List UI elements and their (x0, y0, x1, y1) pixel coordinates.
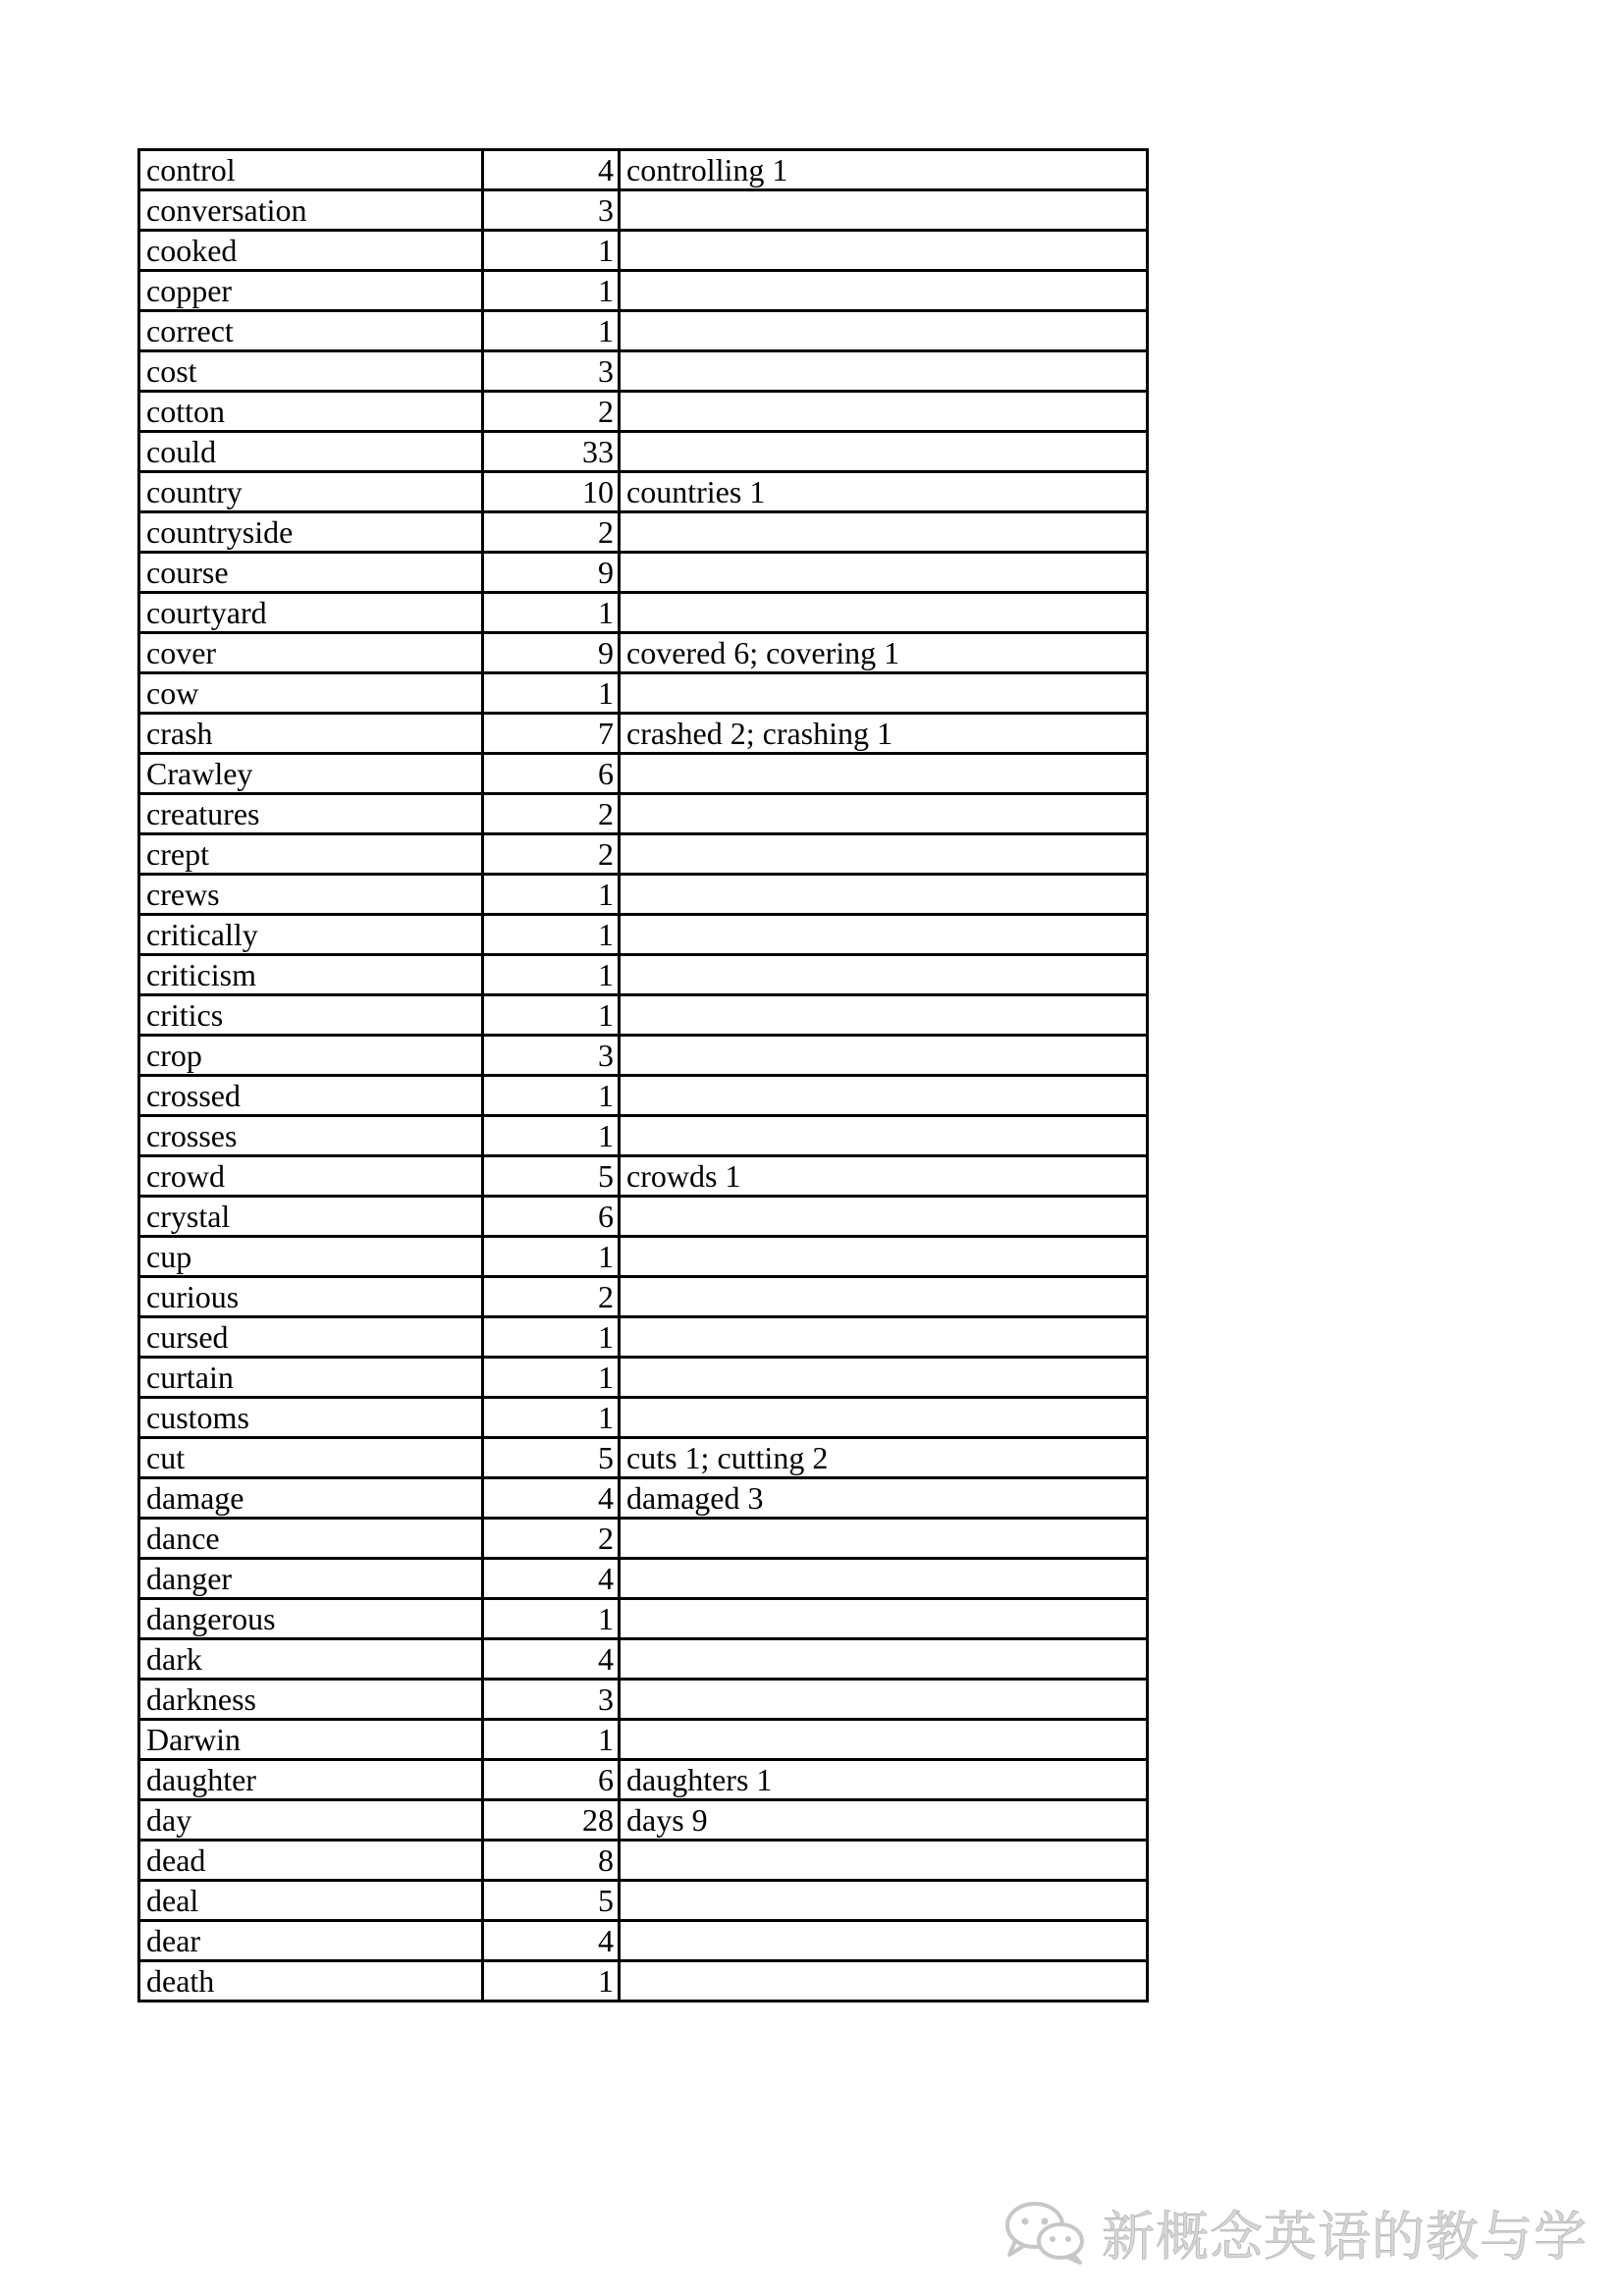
table-row (139, 351, 1148, 392)
table-body (139, 150, 1148, 2002)
count-cell: 6 (483, 754, 620, 794)
forms-cell (620, 1237, 1148, 1277)
count-cell: 2 (483, 392, 620, 432)
word-cell: courtyard (139, 593, 483, 633)
forms-cell (620, 1036, 1148, 1076)
count-cell: 4 (483, 1639, 620, 1680)
count-cell: 3 (483, 1680, 620, 1720)
count-cell: 1 (483, 271, 620, 311)
forms-cell (620, 1599, 1148, 1639)
word-cell: country (139, 472, 483, 512)
word-cell: crosses (139, 1116, 483, 1156)
count-cell: 2 (483, 1519, 620, 1559)
forms-cell (620, 1398, 1148, 1438)
count-cell: 1 (483, 1076, 620, 1116)
table-row (139, 190, 1148, 231)
forms-cell (620, 1559, 1148, 1599)
forms-cell (620, 553, 1148, 593)
table-row (139, 553, 1148, 593)
word-cell: dark (139, 1639, 483, 1680)
count-cell: 1 (483, 1116, 620, 1156)
table-row (139, 754, 1148, 794)
forms-cell (620, 955, 1148, 995)
word-cell: damage (139, 1478, 483, 1519)
word-cell: course (139, 553, 483, 593)
count-cell: 1 (483, 1720, 620, 1760)
table-row (139, 1559, 1148, 1599)
table-row (139, 714, 1148, 754)
forms-cell (620, 673, 1148, 714)
word-cell: crowd (139, 1156, 483, 1197)
table-row (139, 1317, 1148, 1358)
watermark-text: 新概念英语的教与学 (1102, 2205, 1588, 2268)
table-row (139, 834, 1148, 875)
word-cell: critics (139, 995, 483, 1036)
count-cell: 1 (483, 995, 620, 1036)
table-row (139, 512, 1148, 553)
count-cell: 1 (483, 231, 620, 271)
count-cell: 3 (483, 1036, 620, 1076)
forms-cell (620, 1076, 1148, 1116)
table-row (139, 432, 1148, 472)
count-cell: 8 (483, 1841, 620, 1881)
count-cell: 3 (483, 190, 620, 231)
count-cell: 33 (483, 432, 620, 472)
word-cell: curtain (139, 1358, 483, 1398)
count-cell: 5 (483, 1156, 620, 1197)
word-cell: cursed (139, 1317, 483, 1358)
word-cell: crept (139, 834, 483, 875)
forms-cell: crashed 2; crashing 1 (620, 714, 1148, 754)
word-cell: critically (139, 915, 483, 955)
count-cell: 5 (483, 1438, 620, 1478)
table-row (139, 915, 1148, 955)
word-cell: control (139, 150, 483, 190)
forms-cell (620, 995, 1148, 1036)
table-row (139, 1358, 1148, 1398)
forms-cell (620, 1720, 1148, 1760)
table-row (139, 1599, 1148, 1639)
forms-cell (620, 190, 1148, 231)
table-row (139, 1680, 1148, 1720)
word-cell: darkness (139, 1680, 483, 1720)
table-row (139, 1036, 1148, 1076)
word-cell: criticism (139, 955, 483, 995)
forms-cell (620, 512, 1148, 553)
forms-cell (620, 794, 1148, 834)
watermark (1001, 2193, 1588, 2271)
count-cell: 1 (483, 1398, 620, 1438)
count-cell: 4 (483, 150, 620, 190)
table-row (139, 150, 1148, 190)
count-cell: 2 (483, 794, 620, 834)
word-cell: cup (139, 1237, 483, 1277)
word-cell: crash (139, 714, 483, 754)
word-cell: cooked (139, 231, 483, 271)
count-cell: 1 (483, 955, 620, 995)
table-row (139, 1720, 1148, 1760)
count-cell: 2 (483, 512, 620, 553)
count-cell: 1 (483, 1317, 620, 1358)
table-row (139, 1841, 1148, 1881)
forms-cell (620, 1961, 1148, 2002)
word-cell: Crawley (139, 754, 483, 794)
table-row (139, 673, 1148, 714)
count-cell: 9 (483, 553, 620, 593)
forms-cell: damaged 3 (620, 1478, 1148, 1519)
forms-cell (620, 1116, 1148, 1156)
count-cell: 7 (483, 714, 620, 754)
word-frequency-table (137, 148, 1149, 2002)
word-cell: correct (139, 311, 483, 351)
table-row (139, 231, 1148, 271)
count-cell: 9 (483, 633, 620, 673)
count-cell: 1 (483, 875, 620, 915)
word-cell: could (139, 432, 483, 472)
table-row (139, 1237, 1148, 1277)
forms-cell: covered 6; covering 1 (620, 633, 1148, 673)
count-cell: 1 (483, 915, 620, 955)
table-row (139, 472, 1148, 512)
count-cell: 1 (483, 1358, 620, 1398)
forms-cell: cuts 1; cutting 2 (620, 1438, 1148, 1478)
forms-cell (620, 593, 1148, 633)
table-row (139, 1760, 1148, 1800)
table-row (139, 1478, 1148, 1519)
table-row (139, 1076, 1148, 1116)
count-cell: 1 (483, 673, 620, 714)
count-cell: 1 (483, 311, 620, 351)
forms-cell (620, 1921, 1148, 1961)
count-cell: 6 (483, 1760, 620, 1800)
table-row (139, 1961, 1148, 2002)
table-row (139, 1921, 1148, 1961)
wechat-icon (1001, 2198, 1090, 2267)
forms-cell (620, 834, 1148, 875)
table-row (139, 311, 1148, 351)
count-cell: 4 (483, 1921, 620, 1961)
forms-cell (620, 271, 1148, 311)
count-cell: 2 (483, 1277, 620, 1317)
forms-cell (620, 311, 1148, 351)
count-cell: 2 (483, 834, 620, 875)
word-cell: crossed (139, 1076, 483, 1116)
table-row (139, 1639, 1148, 1680)
forms-cell (620, 1317, 1148, 1358)
forms-cell (620, 1358, 1148, 1398)
forms-cell (620, 392, 1148, 432)
forms-cell: days 9 (620, 1800, 1148, 1841)
count-cell: 10 (483, 472, 620, 512)
table-row (139, 1438, 1148, 1478)
forms-cell (620, 432, 1148, 472)
table-row (139, 794, 1148, 834)
word-cell: cut (139, 1438, 483, 1478)
word-cell: conversation (139, 190, 483, 231)
table-row (139, 1277, 1148, 1317)
word-cell: cost (139, 351, 483, 392)
word-cell: deal (139, 1881, 483, 1921)
word-cell: day (139, 1800, 483, 1841)
word-cell: cover (139, 633, 483, 673)
forms-cell (620, 915, 1148, 955)
word-cell: cow (139, 673, 483, 714)
count-cell: 1 (483, 1961, 620, 2002)
table-row (139, 633, 1148, 673)
word-cell: death (139, 1961, 483, 2002)
forms-cell (620, 1841, 1148, 1881)
table-row (139, 875, 1148, 915)
table-row (139, 1156, 1148, 1197)
count-cell: 6 (483, 1197, 620, 1237)
forms-cell (620, 875, 1148, 915)
word-cell: countryside (139, 512, 483, 553)
forms-cell (620, 1519, 1148, 1559)
forms-cell: controlling 1 (620, 150, 1148, 190)
forms-cell (620, 351, 1148, 392)
word-cell: dear (139, 1921, 483, 1961)
forms-cell (620, 1277, 1148, 1317)
forms-cell (620, 1639, 1148, 1680)
table-row (139, 593, 1148, 633)
count-cell: 4 (483, 1478, 620, 1519)
count-cell: 5 (483, 1881, 620, 1921)
word-cell: dangerous (139, 1599, 483, 1639)
word-cell: crop (139, 1036, 483, 1076)
forms-cell (620, 1680, 1148, 1720)
word-cell: cotton (139, 392, 483, 432)
forms-cell (620, 1881, 1148, 1921)
word-cell: dead (139, 1841, 483, 1881)
forms-cell (620, 231, 1148, 271)
count-cell: 1 (483, 593, 620, 633)
table-row (139, 1519, 1148, 1559)
forms-cell: countries 1 (620, 472, 1148, 512)
count-cell: 3 (483, 351, 620, 392)
word-cell: Darwin (139, 1720, 483, 1760)
forms-cell (620, 1197, 1148, 1237)
count-cell: 1 (483, 1237, 620, 1277)
word-cell: creatures (139, 794, 483, 834)
count-cell: 4 (483, 1559, 620, 1599)
table-row (139, 1881, 1148, 1921)
table-row (139, 1197, 1148, 1237)
table-row (139, 955, 1148, 995)
word-cell: customs (139, 1398, 483, 1438)
table-row (139, 1800, 1148, 1841)
forms-cell (620, 754, 1148, 794)
count-cell: 28 (483, 1800, 620, 1841)
word-cell: crystal (139, 1197, 483, 1237)
word-cell: crews (139, 875, 483, 915)
table-row (139, 1398, 1148, 1438)
forms-cell: crowds 1 (620, 1156, 1148, 1197)
table-row (139, 392, 1148, 432)
count-cell: 1 (483, 1599, 620, 1639)
table-row (139, 271, 1148, 311)
forms-cell: daughters 1 (620, 1760, 1148, 1800)
word-cell: daughter (139, 1760, 483, 1800)
table-row (139, 995, 1148, 1036)
table-row (139, 1116, 1148, 1156)
word-cell: dance (139, 1519, 483, 1559)
word-cell: curious (139, 1277, 483, 1317)
word-cell: copper (139, 271, 483, 311)
word-cell: danger (139, 1559, 483, 1599)
